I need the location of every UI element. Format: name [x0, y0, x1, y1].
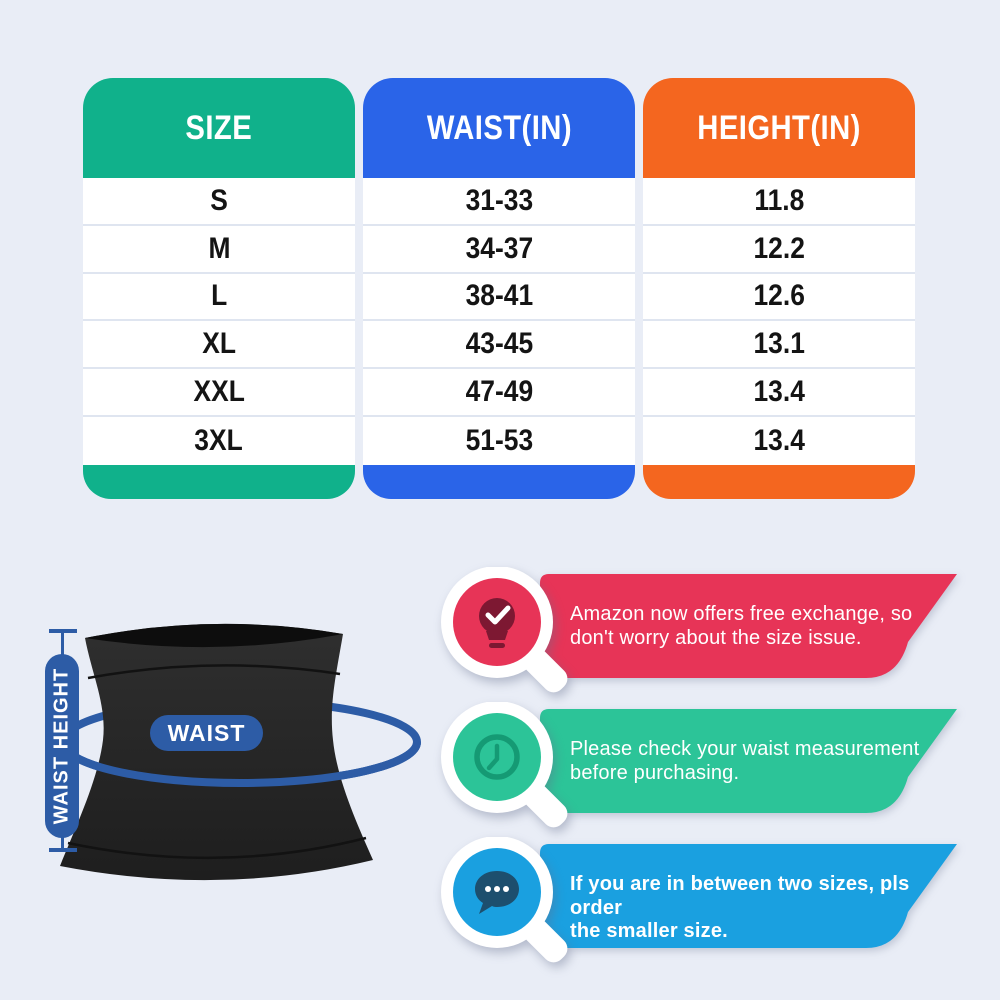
- table-cell: [643, 274, 915, 322]
- table-cell-value: XXL: [193, 375, 245, 409]
- table-cell: [83, 178, 355, 226]
- table-cell: [363, 417, 635, 465]
- table-cell: [363, 274, 635, 322]
- callout-text-measure: Please check your waist measurement before purchasing.: [570, 738, 920, 784]
- waist-label-pill: [150, 715, 263, 751]
- column-footer: [83, 465, 355, 499]
- callout-badge-measure: [437, 702, 577, 847]
- table-cell: [363, 226, 635, 274]
- waist-height-label-pill: [45, 654, 79, 838]
- table-cell: [83, 226, 355, 274]
- measure-cap-bottom: [49, 848, 77, 852]
- waist-trainer-shape: [60, 624, 373, 880]
- column-header-label: HEIGHT(IN): [697, 108, 861, 147]
- column-header-label: SIZE: [185, 108, 253, 147]
- table-cell: [643, 417, 915, 465]
- table-cell-value: 11.8: [754, 183, 804, 217]
- table-cell-value: S: [210, 183, 228, 217]
- column-header: [83, 78, 355, 178]
- table-cell: [83, 274, 355, 322]
- table-cell: [643, 321, 915, 369]
- table-cell: [363, 178, 635, 226]
- size-table-column-waistin: [363, 78, 635, 499]
- table-cell: [83, 369, 355, 417]
- table-cell: [643, 369, 915, 417]
- table-cell-value: 43-45: [465, 327, 533, 361]
- table-cell: [83, 321, 355, 369]
- callout-badge-exchange: [437, 567, 577, 712]
- table-cell-value: 12.2: [753, 231, 805, 265]
- table-cell-value: 3XL: [194, 423, 244, 457]
- table-cell-value: M: [208, 231, 230, 265]
- table-cell-value: 12.6: [753, 279, 805, 313]
- table-cell-value: 13.4: [753, 423, 805, 457]
- table-cell-value: 31-33: [465, 183, 533, 217]
- table-cell-value: 13.1: [753, 327, 805, 361]
- table-cell-value: 47-49: [465, 375, 533, 409]
- table-cell-value: 38-41: [465, 279, 533, 313]
- callout-text-between-sizes: If you are in between two sizes, pls order the smaller size.: [570, 873, 910, 942]
- callout-badge-between-sizes: [437, 837, 577, 982]
- table-cell-value: 51-53: [465, 423, 533, 457]
- column-header: [643, 78, 915, 178]
- table-cell-value: XL: [202, 327, 236, 361]
- column-header-label: WAIST(IN): [426, 108, 572, 147]
- table-cell: [83, 417, 355, 465]
- table-cell: [643, 178, 915, 226]
- table-cell: [363, 321, 635, 369]
- table-cell-value: 34-37: [465, 231, 533, 265]
- size-table-column-heightin: [643, 78, 915, 499]
- callout-text-exchange: Amazon now offers free exchange, so don't worry about the size issue.: [570, 603, 913, 649]
- size-table-column-size: [83, 78, 355, 499]
- waist-height-label: WAIST HEIGHT: [50, 667, 73, 825]
- size-table: [83, 78, 915, 499]
- waist-label: WAIST: [167, 719, 246, 746]
- table-cell-value: L: [210, 279, 228, 313]
- table-cell-value: 13.4: [753, 375, 805, 409]
- measure-cap-top: [49, 629, 77, 633]
- column-header: [363, 78, 635, 178]
- table-cell: [643, 226, 915, 274]
- column-footer: [643, 465, 915, 499]
- table-cell: [363, 369, 635, 417]
- column-footer: [363, 465, 635, 499]
